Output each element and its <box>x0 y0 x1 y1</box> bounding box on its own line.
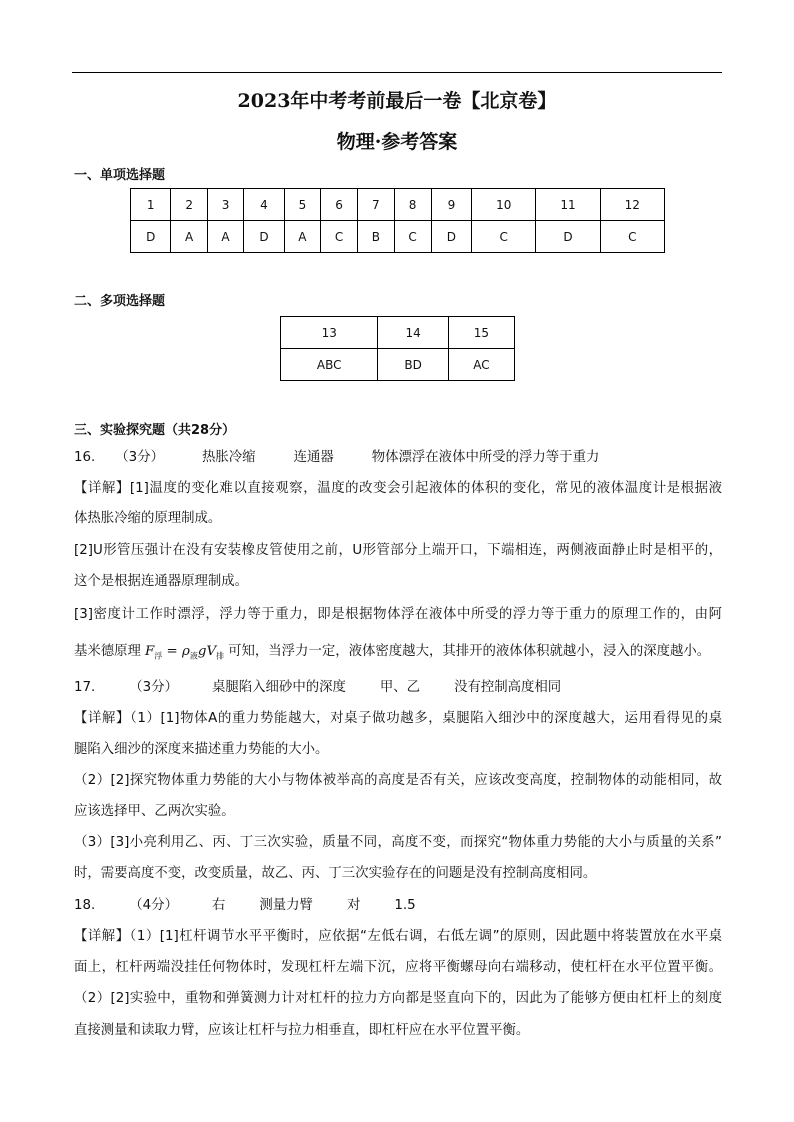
text-line: 体热胀冷缩的原理制成。 <box>74 511 222 526</box>
text-line: 直接测量和读取力臂，应该让杠杆与拉力相垂直，即杠杆应在水平位置平衡。 <box>74 1023 530 1038</box>
formula-subscript: 排 <box>216 651 225 661</box>
table-cell: D <box>131 221 171 253</box>
question-score: （4分） <box>129 898 178 913</box>
question-number: 17. <box>74 680 96 695</box>
text-line <box>74 642 722 662</box>
formula-symbol: g <box>197 644 207 659</box>
table-cell: 14 <box>378 317 448 349</box>
text-line: 这个是根据连通器原理制成。 <box>74 574 249 589</box>
table-cell: 9 <box>431 189 471 221</box>
table-cell: ABC <box>281 349 378 381</box>
text-line: [2]U形管压强计在没有安装橡皮管使用之前，U形管部分上端开口，下端相连，两侧液面静止时是相平的， <box>74 543 722 558</box>
formula-symbol: V <box>206 644 217 659</box>
text-line: 【详解】（1）[1]杠杆调节水平平衡时，应依据“左低右调，右低左调”的原则，因此题中将装置放在水平桌 <box>74 929 722 944</box>
text-line: 时，需要高度不变，改变质量，故乙、丙、丁三次实验存在的问题是没有控制高度相同。 <box>74 866 597 881</box>
table-cell: A <box>207 221 243 253</box>
table-cell: AC <box>448 349 514 381</box>
table-cell: D <box>536 221 600 253</box>
question-number: 16. <box>74 450 96 465</box>
table-cell: A <box>171 221 207 253</box>
text-line: [3]密度计工作时漂浮，浮力等于重力，即是根据物体浮在液体中所受的浮力等于重力的原理工作的，由阿 <box>74 607 722 622</box>
text-line: 腿陷入细沙的深度来描述重力势能的大小。 <box>74 742 329 757</box>
table-cell: 1 <box>131 189 171 221</box>
table-cell: B <box>358 221 394 253</box>
table-cell: C <box>321 221 358 253</box>
table-cell: 12 <box>600 189 664 221</box>
table-cell: 5 <box>284 189 320 221</box>
page-subtitle: 物理·参考答案 <box>336 131 458 153</box>
text-line: 面上，杠杆两端没挂任何物体时，发现杠杆左端下沉，应将平衡螺母向右端移动，使杠杆在水平位置平衡。 <box>74 960 722 975</box>
table-row <box>131 221 665 253</box>
table-cell: 4 <box>244 189 284 221</box>
table-cell: 11 <box>536 189 600 221</box>
table-cell: 3 <box>207 189 243 221</box>
table-cell: C <box>600 221 664 253</box>
table-cell: D <box>431 221 471 253</box>
text-line: （2）[2]实验中，重物和弹簧测力计对杠杆的拉力方向都是竖直向下的，因此为了能够方便由杠杆上的刻度 <box>74 991 722 1006</box>
text-line: （3）[3]小亮利用乙、丙、丁三次实验，质量不同，高度不变，而探究“物体重力势能的大小与质量的关系” <box>74 835 722 850</box>
text-line: （2）[2]探究物体重力势能的大小与物体被举高的高度是否有关，应该改变高度，控制物体的动能相同，故 <box>74 773 722 788</box>
section-heading: 二、多项选择题 <box>74 294 166 309</box>
table-cell: 2 <box>171 189 207 221</box>
answer-blank: 甲、乙 <box>379 680 421 695</box>
answer-blank: 连通器 <box>293 450 334 465</box>
table-cell: 10 <box>472 189 536 221</box>
table-row <box>131 189 665 221</box>
answer-blank: 热胀冷缩 <box>202 450 256 465</box>
answer-blank: 没有控制高度相同 <box>454 680 562 695</box>
answer-blank: 1.5 <box>394 898 416 913</box>
question-score: （3分） <box>129 680 178 695</box>
formula-suffix: 可知，当浮力一定，液体密度越大，其排开的液体体积就越小，浸入的深度越小。 <box>228 644 711 659</box>
table-cell: A <box>284 221 320 253</box>
table-cell: 13 <box>281 317 378 349</box>
answer-blank: 测量力臂 <box>259 898 313 913</box>
table-row <box>281 349 515 381</box>
multi-choice-table <box>280 316 515 381</box>
formula-subscript: 液 <box>189 651 198 661</box>
table-cell: BD <box>378 349 448 381</box>
answer-blank: 桌腿陷入细砂中的深度 <box>212 680 346 695</box>
question-number: 18. <box>74 898 96 913</box>
text-line: 【详解】[1]温度的变化难以直接观察，温度的改变会引起液体的体积的变化，常见的液体温度计是根据液 <box>74 481 722 496</box>
text-line: 应该选择甲、乙两次实验。 <box>74 804 235 819</box>
table-row <box>281 317 515 349</box>
single-choice-table <box>130 188 665 253</box>
answer-blank: 物体漂浮在液体中所受的浮力等于重力 <box>371 450 600 465</box>
formula-subscript: 浮 <box>154 651 163 661</box>
table-cell: D <box>244 221 284 253</box>
table-cell: C <box>472 221 536 253</box>
table-cell: 15 <box>448 317 514 349</box>
text-line <box>74 448 722 468</box>
page-title: 2023年中考考前最后一卷【北京卷】 <box>237 90 557 112</box>
table-cell: C <box>394 221 431 253</box>
formula-symbol: F <box>144 644 155 659</box>
formula-prefix: 基米德原理 <box>74 644 141 659</box>
text-line: 【详解】（1）[1]物体A的重力势能越大，对桌子做功越多，桌腿陷入细沙中的深度越大，运用看得见的桌 <box>74 711 722 726</box>
formula-symbol: ρ <box>181 644 190 659</box>
section-heading: 三、实验探究题（共28分） <box>74 423 236 438</box>
answer-blank: 对 <box>346 898 361 913</box>
table-cell: 7 <box>358 189 394 221</box>
question-score: （3分） <box>115 450 164 465</box>
answer-blank: 右 <box>212 898 226 913</box>
formula-symbol: = <box>162 644 182 659</box>
header-rule <box>72 72 722 73</box>
table-cell: 8 <box>394 189 431 221</box>
buoyancy-formula <box>145 642 224 667</box>
text-line <box>74 896 722 916</box>
section-heading: 一、单项选择题 <box>74 168 166 183</box>
text-line <box>74 678 722 698</box>
table-cell: 6 <box>321 189 358 221</box>
